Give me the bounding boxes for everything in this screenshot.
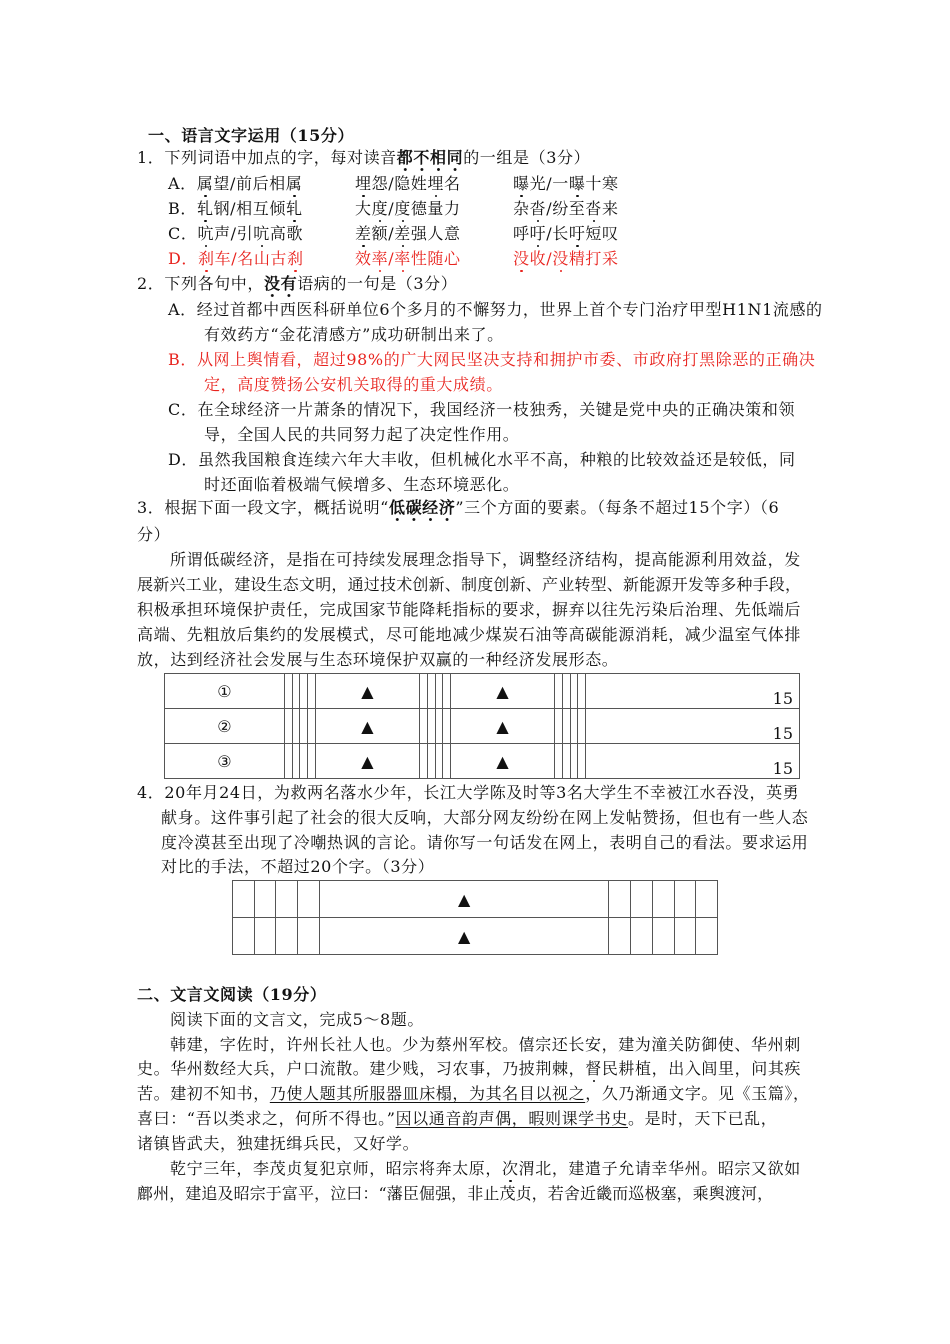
answer-cell[interactable] — [562, 709, 570, 744]
text-segment: 怨/隐姓 — [371, 174, 428, 193]
classical-text-line — [170, 1159, 801, 1179]
row-label[interactable]: ③ — [165, 744, 285, 779]
q2-option-b-line2: 定，高度赞扬公安机关取得的重大成绩。 — [204, 375, 503, 394]
section2-intro: 阅读下面的文言文，完成5～8题。 — [170, 1010, 424, 1029]
row-label[interactable]: ② — [165, 709, 285, 744]
answer-cell[interactable] — [674, 918, 696, 955]
q3-stem-cont: 分） — [137, 525, 171, 544]
text-segment: 大 — [355, 199, 372, 218]
triangle-marker-icon[interactable]: ▲ — [315, 674, 419, 709]
text-segment: 性随心 — [410, 249, 461, 268]
text-segment: 语病的一句是（3分） — [297, 274, 458, 293]
text-segment: 声/引 — [214, 224, 254, 243]
q2-option-b-line1: B．从网上舆情看，超过98%的广大网民坚决支持和拥护市委、市政府打黑除恶的正确决 — [168, 350, 816, 369]
dotted-char: 督 — [585, 1059, 602, 1078]
triangle-marker-icon[interactable]: ▲ — [319, 918, 608, 955]
q2-stem — [137, 274, 457, 294]
answer-cell[interactable] — [300, 674, 308, 709]
dotted-char: 沓 — [529, 199, 547, 218]
dotted-char: 率 — [371, 249, 389, 268]
text-segment: 韩建，字佐时，许州长社人也。少为蔡州军校。僖宗还长安，建为潼关防御使、华州刺 — [170, 1035, 801, 1054]
text-segment: 收/ — [529, 249, 553, 268]
answer-cell[interactable] — [562, 674, 570, 709]
answer-cell[interactable] — [674, 881, 696, 918]
answer-cell[interactable] — [570, 709, 578, 744]
emphasized-text: 低碳经济 — [389, 498, 455, 522]
answer-cell[interactable] — [578, 709, 586, 744]
dotted-char: 没 — [552, 249, 569, 268]
answer-cell[interactable] — [292, 709, 300, 744]
classical-text-line — [170, 1035, 801, 1055]
text-segment: 民耕植，出入闾里，问其疾 — [601, 1059, 802, 1078]
q1-option-a-col2 — [355, 174, 461, 194]
text-segment: 3．根据下面一段文字，概括说明“ — [137, 498, 389, 517]
q1-option-d-col3 — [513, 249, 619, 269]
answer-cell[interactable] — [652, 918, 674, 955]
text-segment: D． — [168, 249, 199, 268]
text-segment: 光/一 — [529, 174, 569, 193]
dotted-char: 次 — [502, 1159, 519, 1178]
q2-option-d-line1: D．虽然我国粮食连续六年大丰收，但机械化水平不高，种粮的比较效益还是较低，同 — [168, 450, 796, 469]
dotted-char: 轧 — [285, 199, 303, 218]
triangle-marker-icon[interactable]: ▲ — [315, 709, 419, 744]
dotted-char: 曝 — [513, 174, 530, 193]
text-segment: 高歌 — [269, 224, 304, 243]
answer-cell[interactable] — [233, 918, 255, 955]
q3-answer-grid — [164, 673, 800, 779]
grid-row — [233, 918, 718, 955]
dotted-char: 吁 — [568, 224, 586, 243]
answer-cell[interactable] — [435, 674, 443, 709]
answer-cell[interactable] — [419, 674, 427, 709]
q1-option-c-col1 — [168, 224, 303, 244]
q1-option-c-col3 — [513, 224, 619, 244]
dotted-char: 没 — [513, 249, 530, 268]
dotted-char: 沓 — [585, 199, 603, 218]
classical-text-line — [137, 1059, 801, 1079]
q2-option-a-line1: A．经过首都中西医科研单位6个多月的不懈努力，世界上首个专门治疗甲型H1N1流感的 — [168, 300, 823, 319]
answer-cell[interactable] — [443, 744, 451, 779]
q1-option-b-col2 — [355, 199, 461, 219]
answer-cell[interactable] — [631, 918, 653, 955]
classical-text-line — [137, 1109, 777, 1129]
text-segment: 杂 — [513, 199, 530, 218]
text-segment: ”三个方面的要素。（每条不超过15个字）（6 — [455, 498, 780, 517]
text-segment: B． — [168, 199, 197, 218]
text-segment: ，久乃渐通文字。见《玉篇》， — [585, 1084, 810, 1103]
q2-option-c-line2: 导，全国人民的共同努力起了决定性作用。 — [204, 425, 520, 444]
text-segment: 渭北，建遣子允请幸华州。昭宗又欲如 — [518, 1159, 801, 1178]
row-label[interactable]: ① — [165, 674, 285, 709]
answer-cell[interactable] — [254, 881, 276, 918]
text-segment: 史。华州数经大兵，户口流散。建少贱，习农事，乃披荆棘， — [137, 1059, 586, 1078]
text-segment: 德量力 — [410, 199, 461, 218]
text-segment: 1．下列词语中加点的字，每对读音 — [137, 148, 397, 167]
answer-cell[interactable] — [427, 674, 435, 709]
dotted-char: 吁 — [529, 224, 547, 243]
q4-answer-grid — [232, 880, 718, 955]
dotted-char: 差 — [355, 224, 372, 243]
answer-cell[interactable] — [298, 918, 320, 955]
text-segment: C． — [168, 224, 198, 243]
q4-line: 对比的手法，不超过20个字。（3分） — [161, 857, 435, 876]
answer-cell[interactable] — [233, 881, 255, 918]
triangle-marker-icon[interactable]: ▲ — [451, 744, 555, 779]
dotted-char: 埋 — [355, 174, 372, 193]
answer-cell[interactable] — [427, 744, 435, 779]
char-count-label[interactable]: 15 — [586, 744, 800, 779]
q3-passage-line: 所谓低碳经济，是指在可持续发展理念指导下，调整经济结构，提高能源利用效益，发 — [170, 550, 801, 569]
dotted-char: 刹 — [287, 249, 304, 268]
dotted-char: 刹 — [198, 249, 215, 268]
answer-cell[interactable] — [276, 881, 298, 918]
classical-text-line — [137, 1084, 810, 1104]
answer-cell[interactable] — [555, 744, 563, 779]
text-segment: 鄜州，建追及昭宗于富平，泣曰：“藩臣倔强，非止茂贞，若舍近畿而巡极塞，乘舆渡河， — [137, 1184, 774, 1203]
dotted-char: 吭 — [253, 224, 270, 243]
char-count-label[interactable]: 15 — [586, 674, 800, 709]
q1-option-b-col1 — [168, 199, 303, 219]
text-segment: 呼 — [513, 224, 530, 243]
text-segment: / — [388, 249, 395, 268]
text-segment: 钢/相互倾 — [213, 199, 286, 218]
grid-row — [165, 744, 800, 779]
answer-cell[interactable] — [300, 744, 308, 779]
answer-cell[interactable] — [555, 709, 563, 744]
q1-option-c-col2 — [355, 224, 461, 244]
answer-cell[interactable] — [555, 674, 563, 709]
answer-cell[interactable] — [562, 744, 570, 779]
text-segment: A． — [168, 174, 197, 193]
section2-title: 二、文言文阅读（19分） — [137, 985, 327, 1004]
answer-cell[interactable] — [284, 674, 292, 709]
answer-cell[interactable] — [419, 709, 427, 744]
answer-cell[interactable] — [578, 744, 586, 779]
q1-option-a-col1 — [168, 174, 302, 194]
answer-cell[interactable] — [292, 674, 300, 709]
section1-title: 一、语言文字运用（15分） — [148, 126, 355, 145]
answer-cell[interactable] — [435, 744, 443, 779]
answer-cell[interactable] — [631, 881, 653, 918]
text-segment: 来 — [602, 199, 619, 218]
answer-cell[interactable] — [298, 881, 320, 918]
q1-option-d-col2 — [355, 249, 461, 269]
answer-cell[interactable] — [578, 674, 586, 709]
q2-option-a-line2: 有效药方“金花清感方”成功研制出来了。 — [204, 325, 504, 344]
answer-cell[interactable] — [308, 674, 316, 709]
text-segment: 额/ — [371, 224, 395, 243]
answer-cell[interactable] — [292, 744, 300, 779]
answer-cell[interactable] — [427, 709, 435, 744]
text-segment: 精打采 — [568, 249, 619, 268]
text-segment: 2．下列各句中， — [137, 274, 264, 293]
text-segment: 。是时，天下已乱， — [627, 1109, 778, 1128]
answer-cell[interactable] — [570, 744, 578, 779]
dotted-char: 曝 — [568, 174, 586, 193]
text-segment: 强人意 — [410, 224, 461, 243]
dotted-char: 属 — [285, 174, 303, 193]
text-segment: 乾宁三年，李茂贞复犯京师，昭宗将奔太原， — [170, 1159, 503, 1178]
text-segment: /长 — [546, 224, 569, 243]
answer-cell[interactable] — [609, 881, 631, 918]
dotted-char: 差 — [394, 224, 411, 243]
answer-cell[interactable] — [284, 709, 292, 744]
text-segment: 名 — [444, 174, 461, 193]
grid-row — [165, 674, 800, 709]
dotted-char: 率 — [394, 249, 411, 268]
q2-option-d-line2: 时还面临着极端气候增多、生态环境恶化。 — [204, 475, 520, 494]
answer-cell[interactable] — [443, 674, 451, 709]
answer-cell[interactable] — [276, 918, 298, 955]
text-segment: 诸镇皆武夫，独建抚缉兵民，又好学。 — [137, 1134, 420, 1153]
triangle-marker-icon[interactable]: ▲ — [451, 709, 555, 744]
answer-cell[interactable] — [652, 881, 674, 918]
dotted-char: 埋 — [427, 174, 445, 193]
text-segment: 苦。建初不知书， — [137, 1084, 270, 1103]
q3-passage-line: 展新兴工业，建设生态文明，通过技术创新、制度创新、产业转型、新能源开发等多种手段， — [137, 575, 802, 594]
dotted-char: 轧 — [196, 199, 214, 218]
answer-cell[interactable] — [609, 918, 631, 955]
q3-passage-line: 高端、先粗放后集约的发展模式，尽可能地减少煤炭石油等高碳能源消耗，减少温室气体排 — [137, 625, 802, 644]
q1-option-b-col3 — [513, 199, 619, 219]
q1-option-d-col1 — [168, 249, 304, 269]
dotted-char: 吭 — [197, 224, 215, 243]
triangle-marker-icon[interactable]: ▲ — [315, 744, 419, 779]
triangle-marker-icon[interactable]: ▲ — [451, 674, 555, 709]
q1-option-a-col3 — [513, 174, 619, 194]
text-segment: 效 — [355, 249, 372, 268]
text-segment: 喜曰：“吾以类求之，何所不得也。” — [137, 1109, 396, 1128]
triangle-marker-icon[interactable]: ▲ — [319, 881, 608, 918]
underlined-sentence: 乃使人题其所服器皿床榻，为其名目以视之 — [269, 1084, 586, 1103]
q4-line: 献身。这件事引起了社会的很大反响，大部分网友纷纷在网上发帖赞扬，但也有一些人态 — [161, 808, 809, 827]
q3-stem — [137, 498, 779, 518]
underlined-sentence: 因以通音韵声偶，暇则课学书史 — [395, 1109, 628, 1128]
q4-line: 度冷漠甚至出现了冷嘲热讽的言论。请你写一句话发在网上，表明自己的看法。要求运用 — [161, 833, 809, 852]
text-segment: 短叹 — [585, 224, 619, 243]
answer-cell[interactable] — [570, 674, 578, 709]
q4-line: 4．20年月24日，为救两名落水少年，长江大学陈及时等3名大学生不幸被江水吞没，英勇 — [137, 783, 800, 802]
dotted-char: 属 — [196, 174, 214, 193]
answer-cell[interactable] — [435, 709, 443, 744]
grid-row — [233, 881, 718, 918]
text-segment: 车/名山古 — [214, 249, 288, 268]
classical-text-line — [137, 1184, 773, 1204]
answer-cell[interactable] — [284, 744, 292, 779]
dotted-char: 度 — [371, 199, 389, 218]
answer-cell[interactable] — [308, 744, 316, 779]
answer-cell[interactable] — [254, 918, 276, 955]
dotted-char: 度 — [394, 199, 411, 218]
answer-cell[interactable] — [696, 918, 718, 955]
classical-text-line — [137, 1134, 419, 1154]
text-segment: 的一组是（3分） — [463, 148, 591, 167]
emphasized-text: 都不相同 — [397, 148, 463, 172]
q3-passage-line: 放，达到经济社会发展与生态环境保护双赢的一种经济发展形态。 — [137, 650, 619, 669]
char-count-label[interactable]: 15 — [586, 709, 800, 744]
answer-cell[interactable] — [419, 744, 427, 779]
grid-row — [165, 709, 800, 744]
q2-option-c-line1: C．在全球经济一片萧条的情况下，我国经济一枝独秀，关键是党中央的正确决策和领 — [168, 400, 796, 419]
answer-cell[interactable] — [696, 881, 718, 918]
text-segment: 望/前后相 — [213, 174, 286, 193]
answer-cell[interactable] — [300, 709, 308, 744]
q1-stem — [137, 148, 590, 168]
text-segment: 十寒 — [585, 174, 619, 193]
text-segment: /纷至 — [546, 199, 586, 218]
answer-cell[interactable] — [443, 709, 451, 744]
answer-cell[interactable] — [308, 709, 316, 744]
emphasized-text: 没有 — [264, 274, 297, 298]
q3-passage-line: 积极承担环境保护责任，完成国家节能降耗指标的要求，摒弃以往先污染后治理、先低端后 — [137, 600, 802, 619]
text-segment: / — [388, 199, 395, 218]
